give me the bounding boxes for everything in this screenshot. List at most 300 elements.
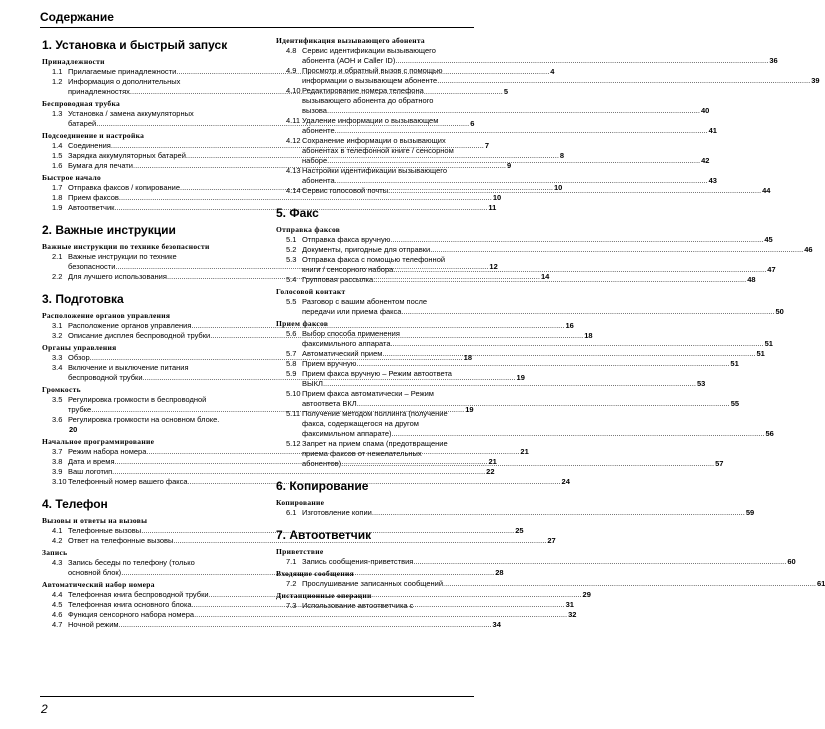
entry-label: ВЫКЛ [302, 379, 323, 388]
entry-label: Режим набора номера [68, 447, 147, 456]
entry-number: 3.6 [52, 415, 63, 424]
entry-line [302, 389, 739, 399]
toc-entry[interactable] [42, 610, 577, 620]
entry-line [302, 307, 784, 317]
entry-page: 16 [565, 321, 574, 330]
group-heading: Голосовой контакт [276, 287, 346, 296]
entry-label: Соединения [68, 141, 111, 150]
entry-number: 5.5 [286, 297, 297, 306]
entry-number: 5.7 [286, 349, 297, 358]
section-title: 1. Установка и быстрый запуск [42, 38, 228, 52]
entry-number: 4.13 [286, 166, 301, 175]
entry-number: 6.1 [286, 508, 297, 517]
toc-section [276, 36, 820, 196]
entry-page: 14 [540, 272, 550, 281]
entry-line [302, 136, 709, 146]
entry-number: 7.3 [286, 601, 297, 610]
toc-entry[interactable] [276, 579, 825, 589]
entry-line [302, 235, 773, 245]
entry-label: Информация о дополнительных [68, 77, 181, 86]
toc-entry[interactable] [42, 620, 501, 630]
entry-page: 51 [764, 339, 773, 348]
entry-page: 59 [745, 508, 755, 517]
section-title: 4. Телефон [42, 497, 108, 511]
entry-label: Редактирование номера телефона [302, 86, 424, 95]
dot-leader [323, 379, 696, 389]
entry-number: 1.6 [52, 161, 63, 170]
entry-page: 29 [582, 590, 591, 599]
entry-number: 3.7 [52, 447, 63, 456]
entry-text [302, 359, 739, 369]
entry-line [302, 116, 717, 126]
entry-label: Запись беседы по телефону (только [68, 558, 195, 567]
toc-entry[interactable] [42, 415, 248, 435]
entry-page: 7 [484, 141, 490, 150]
entry-text [302, 439, 723, 469]
dot-leader [391, 339, 764, 349]
entry-label: Расположение органов управления [68, 321, 192, 330]
toc-entry[interactable] [276, 46, 778, 66]
entry-page: 27 [547, 536, 556, 545]
entry-line [302, 369, 705, 379]
entry-label: факса, содержащегося на другом [302, 419, 419, 428]
entry-label: Телефонная книга основного блока [68, 600, 192, 609]
entry-text [302, 275, 756, 285]
entry-number: 3.4 [52, 363, 63, 372]
entry-label: Прилагаемые принадлежности [68, 67, 177, 76]
entry-label: книги / сенсорного набора [302, 265, 394, 274]
entry-line [302, 146, 709, 156]
entry-number: 5.11 [286, 409, 301, 418]
entry-label: Прием вручную [302, 359, 357, 368]
entry-line [302, 96, 709, 106]
entry-page: 43 [708, 176, 717, 185]
entry-label: вызова [302, 106, 327, 115]
entry-line [302, 245, 813, 255]
dot-leader [392, 429, 765, 439]
entry-page: 48 [747, 275, 756, 284]
entry-label: вызывающего абонента до обратного [302, 96, 434, 105]
entry-line [302, 186, 770, 196]
entry-label: факсимильного аппарата [302, 339, 391, 348]
entry-page: 36 [769, 56, 778, 65]
entry-label: Ваш логотип [68, 467, 113, 476]
group-heading: Громкость [42, 385, 81, 394]
toc-entry[interactable] [276, 116, 717, 136]
entry-line [302, 329, 773, 339]
entry-line [302, 349, 765, 359]
entry-line [302, 66, 820, 76]
entry-label: приема факсов от нежелательных [302, 449, 422, 458]
group-heading: Прием факсов [276, 319, 329, 328]
entry-page: 60 [787, 557, 796, 566]
toc-entry[interactable] [276, 66, 820, 86]
entry-line [302, 339, 773, 349]
dot-leader [443, 579, 816, 589]
entry-label: Сохранение информации о вызывающих [302, 136, 446, 145]
entry-number: 3.1 [52, 321, 63, 330]
section-title: 5. Факс [276, 206, 319, 220]
group-heading: Подсоединение и настройка [42, 131, 145, 140]
entry-number: 5.10 [286, 389, 301, 398]
group-heading: Принадлежности [42, 57, 105, 66]
entry-label: автоответа ВКЛ [302, 399, 357, 408]
entry-text [302, 166, 717, 186]
entry-number: 2.2 [52, 272, 63, 281]
entry-page: 50 [775, 307, 784, 316]
entry-label: беспроводной трубки [68, 373, 143, 382]
entry-number: 4.3 [52, 558, 63, 567]
entry-line [302, 126, 717, 136]
entry-label: Регулировка громкости в беспроводной [68, 395, 207, 404]
group-heading: Беспроводная трубка [42, 99, 121, 108]
entry-text [302, 297, 784, 317]
entry-page: 5 [503, 87, 509, 96]
entry-text [302, 46, 778, 66]
entry-line [302, 579, 825, 589]
entry-number: 4.4 [52, 590, 63, 599]
entry-line [68, 610, 576, 620]
entry-label: Документы, пригодные для отправки [302, 245, 431, 254]
entry-number: 4.5 [52, 600, 63, 609]
entry-label: Ночной режим [68, 620, 119, 629]
group-heading: Приветствие [276, 547, 324, 556]
entry-page: 40 [700, 106, 710, 115]
entry-label: факсимильном аппарате) [302, 429, 392, 438]
entry-page: 20 [69, 425, 78, 434]
entry-label: Удаление информации о вызывающем [302, 116, 439, 125]
entry-number: 4.6 [52, 610, 63, 619]
section-title: 6. Копирование [276, 479, 369, 493]
entry-label: Выбор способа применения [302, 329, 400, 338]
entry-label: Запрет на прием спама (предотвращение [302, 439, 448, 448]
group-heading: Копирование [276, 498, 325, 507]
entry-number: 4.14 [286, 186, 301, 195]
entry-number: 1.9 [52, 203, 63, 212]
entry-line [302, 166, 717, 176]
entry-page: 42 [701, 156, 710, 165]
entry-label: Бумага для печати [68, 161, 133, 170]
entry-label: Телефонная книга беспроводной трубки [68, 590, 209, 599]
toc-entry[interactable] [276, 166, 717, 186]
entry-page: 51 [756, 349, 765, 358]
entry-page: 8 [559, 151, 565, 160]
entry-number: 1.5 [52, 151, 63, 160]
entry-label: Разговор с вашим абонентом после [302, 297, 428, 306]
entry-number: 4.7 [52, 620, 63, 629]
dot-leader [335, 126, 708, 136]
entry-text [68, 415, 248, 435]
entry-label: абонентах в телефонной книге / сенсорном [302, 146, 454, 155]
group-heading: Важные инструкции по технике безопасности [42, 242, 210, 251]
toc-entry[interactable] [276, 349, 765, 359]
entry-line [302, 86, 709, 96]
dot-leader [430, 245, 803, 255]
entry-page: 10 [492, 193, 502, 202]
entry-text [302, 66, 820, 86]
entry-number: 4.1 [52, 526, 63, 535]
group-heading: Расположение органов управления [42, 311, 171, 320]
entry-page: 21 [488, 457, 497, 466]
entry-text [302, 579, 825, 589]
entry-page: 41 [708, 126, 717, 135]
entry-label: Ответ на телефонные вызовы [68, 536, 174, 545]
toc-entry[interactable] [276, 389, 740, 409]
entry-page: 19 [465, 405, 474, 414]
footer-divider [40, 696, 474, 697]
entry-line [302, 601, 474, 611]
toc-entry[interactable] [276, 235, 773, 245]
entry-page: 51 [730, 359, 739, 368]
entry-line [302, 459, 723, 469]
entry-label: Автоматический прием [302, 349, 383, 358]
entry-label: Телефонные вызовы [68, 526, 142, 535]
entry-label: Получение методом поллинга (получение [302, 409, 448, 418]
entry-number: 2.1 [52, 252, 63, 261]
group-heading: Органы управления [42, 343, 117, 352]
entry-number: 4.11 [286, 116, 301, 125]
dot-leader [437, 76, 810, 86]
entry-page: 12 [489, 262, 498, 271]
entry-label: Дата и время [68, 457, 115, 466]
entry-page: 55 [730, 399, 740, 408]
entry-label: Отправка факсов / копирование [68, 183, 181, 192]
entry-label: Использование автоответчика с [302, 601, 414, 610]
entry-text [302, 86, 709, 116]
toc-entry[interactable] [276, 86, 710, 116]
entry-line [302, 399, 739, 409]
dot-leader [401, 307, 774, 317]
entry-line [302, 56, 778, 66]
entry-line [68, 620, 501, 630]
entry-label: Регулировка громкости на основном блоке. [68, 415, 220, 424]
entry-label: Прием факсов [68, 193, 119, 202]
entry-number: 5.8 [286, 359, 297, 368]
entry-line [302, 449, 723, 459]
entry-text [302, 186, 770, 196]
entry-line [302, 106, 709, 116]
entry-label: Настройки идентификации вызывающего [302, 166, 447, 175]
entry-line [302, 297, 784, 307]
entry-text [302, 329, 773, 349]
dot-leader [413, 557, 786, 567]
entry-line [302, 255, 776, 265]
entry-line [302, 409, 774, 419]
section-title: 2. Важные инструкции [42, 223, 176, 237]
entry-line [302, 265, 776, 275]
entry-label: Автоответчик [68, 203, 115, 212]
entry-label: Групповая рассылка [302, 275, 374, 284]
entry-number: 4.2 [52, 536, 63, 545]
entry-label: безопасности [68, 262, 116, 271]
entry-number: 3.3 [52, 353, 63, 362]
entry-text [302, 369, 705, 389]
dot-leader [393, 265, 766, 275]
group-heading: Вызовы и ответы на вызовы [42, 516, 148, 525]
toc-entry[interactable] [276, 409, 774, 439]
entry-page: 10 [554, 183, 563, 192]
entry-label: основной блок) [68, 568, 122, 577]
entry-line [302, 508, 754, 518]
entry-number: 3.8 [52, 457, 63, 466]
entry-line [302, 419, 774, 429]
entry-line [68, 415, 248, 425]
entry-label: абонента (АОН и Caller ID) [302, 56, 396, 65]
entry-text [302, 136, 709, 166]
toc-entry[interactable] [276, 359, 739, 369]
entry-page: 25 [515, 526, 524, 535]
page-number: 2 [41, 702, 48, 716]
group-heading: Запись [42, 548, 68, 557]
entry-number: 1.7 [52, 183, 63, 192]
entry-label: наборе [302, 156, 328, 165]
toc-entry[interactable] [276, 245, 813, 255]
entry-page: 57 [715, 459, 724, 468]
entry-page: 45 [764, 235, 773, 244]
entry-text [302, 409, 774, 439]
entry-label: Изготовление копии [302, 508, 372, 517]
entry-label: Функция сенсорного набора номера [68, 610, 195, 619]
group-heading: Начальное программирование [42, 437, 155, 446]
toc-entry[interactable] [276, 508, 755, 518]
section-title: 7. Автоответчик [276, 528, 372, 542]
entry-label: Просмотр и обратный вызов с помощью [302, 66, 443, 75]
entry-page: 9 [507, 161, 512, 170]
entry-text [302, 508, 754, 518]
entry-label: трубке [68, 405, 92, 414]
dot-leader [395, 56, 768, 66]
entry-label: Сервис идентификации вызывающего [302, 46, 436, 55]
entry-number: 5.4 [286, 275, 297, 284]
entry-page: 6 [470, 119, 475, 128]
entry-page: 44 [762, 186, 771, 195]
entry-number: 5.6 [286, 329, 297, 338]
toc-entry[interactable] [276, 297, 784, 317]
entry-number: 3.2 [52, 331, 63, 340]
entry-number: 3.10 [52, 477, 67, 486]
entry-label: Для лучшего использования [68, 272, 167, 281]
entry-label: абоненте [302, 126, 335, 135]
entry-line [302, 429, 774, 439]
entry-label: Обзор [68, 353, 90, 362]
entry-text [302, 389, 739, 409]
dot-leader [327, 156, 700, 166]
dot-leader [372, 508, 745, 518]
entry-text [68, 620, 501, 630]
entry-number: 5.3 [286, 255, 297, 264]
entry-line [302, 379, 705, 389]
dot-leader [356, 359, 729, 369]
entry-number: 7.2 [286, 579, 297, 588]
entry-page: 18 [463, 353, 473, 362]
dot-leader [388, 186, 761, 196]
dot-leader [357, 399, 730, 409]
entry-label: Включение и выключение питания [68, 363, 189, 372]
entry-number: 5.1 [286, 235, 297, 244]
group-heading: Отправка факсов [276, 225, 341, 234]
entry-label: Прием факса автоматически – Режим [302, 389, 434, 398]
entry-page: 11 [488, 203, 497, 212]
entry-label: принадлежностях [68, 87, 130, 96]
dot-leader [382, 349, 755, 359]
entry-page: 61 [817, 579, 825, 588]
toc-entry[interactable] [42, 467, 495, 477]
entry-page: 47 [767, 265, 776, 274]
entry-number: 5.9 [286, 369, 297, 378]
entry-number: 4.9 [286, 66, 297, 75]
entry-text [302, 255, 776, 275]
group-heading: Идентификация вызывающего абонента [276, 36, 425, 45]
entry-line [302, 275, 756, 285]
entry-number: 7.1 [286, 557, 297, 566]
entry-label: Установка / замена аккумуляторных [68, 109, 194, 118]
entry-page: 18 [584, 331, 593, 340]
group-heading: Быстрое начало [42, 173, 102, 182]
entry-line [302, 156, 709, 166]
entry-label: Запись сообщения-приветствия [302, 557, 414, 566]
entry-label: абонентов) [302, 459, 342, 468]
entry-label: Сервис голосовой почты [302, 186, 389, 195]
entry-number: 4.12 [286, 136, 301, 145]
dot-leader [194, 610, 567, 620]
entry-line [302, 76, 820, 86]
entry-number: 1.8 [52, 193, 63, 202]
entry-line [302, 439, 723, 449]
entry-text [302, 349, 765, 359]
entry-page: 56 [765, 429, 774, 438]
entry-number: 5.12 [286, 439, 301, 448]
entry-number: 4.10 [286, 86, 301, 95]
group-heading: Автоматический набор номера [42, 580, 155, 589]
entry-page: 39 [811, 76, 820, 85]
entry-number: 1.2 [52, 77, 63, 86]
group-heading: Входящие сообщения [276, 569, 354, 578]
entry-number: 3.9 [52, 467, 63, 476]
entry-label: Прием факса вручную – Режим автоответа [302, 369, 452, 378]
group-heading: Дистанционные операции [276, 591, 372, 600]
entry-label: информации о вызывающем абоненте [302, 76, 438, 85]
dot-leader [335, 176, 708, 186]
entry-page: 19 [516, 373, 525, 382]
entry-text [302, 601, 474, 611]
entry-number: 1.3 [52, 109, 63, 118]
toc-entry[interactable] [276, 557, 796, 567]
entry-label: передачи или приема факса [302, 307, 402, 316]
dot-leader [327, 106, 700, 116]
toc-entry[interactable] [276, 601, 474, 611]
entry-text [302, 116, 717, 136]
entry-page: 46 [804, 245, 813, 254]
dot-leader [119, 620, 492, 630]
entry-label: батарей [68, 119, 97, 128]
entry-label: абонента [302, 176, 335, 185]
entry-page: 32 [568, 610, 577, 619]
toc-entry[interactable] [42, 193, 502, 203]
page-title: Содержание [40, 10, 114, 24]
entry-line [68, 425, 248, 435]
entry-text [302, 557, 796, 567]
entry-page: 21 [520, 447, 529, 456]
section-title: 3. Подготовка [42, 292, 124, 306]
entry-page: 53 [696, 379, 706, 388]
dot-leader [373, 275, 746, 285]
toc-entry[interactable] [276, 136, 710, 166]
entry-page: 22 [486, 467, 495, 476]
toc-entry[interactable] [42, 536, 556, 546]
entry-label: Важные инструкции по технике [68, 252, 177, 261]
entry-line [302, 46, 778, 56]
entry-label: Телефонный номер вашего факса [68, 477, 188, 486]
